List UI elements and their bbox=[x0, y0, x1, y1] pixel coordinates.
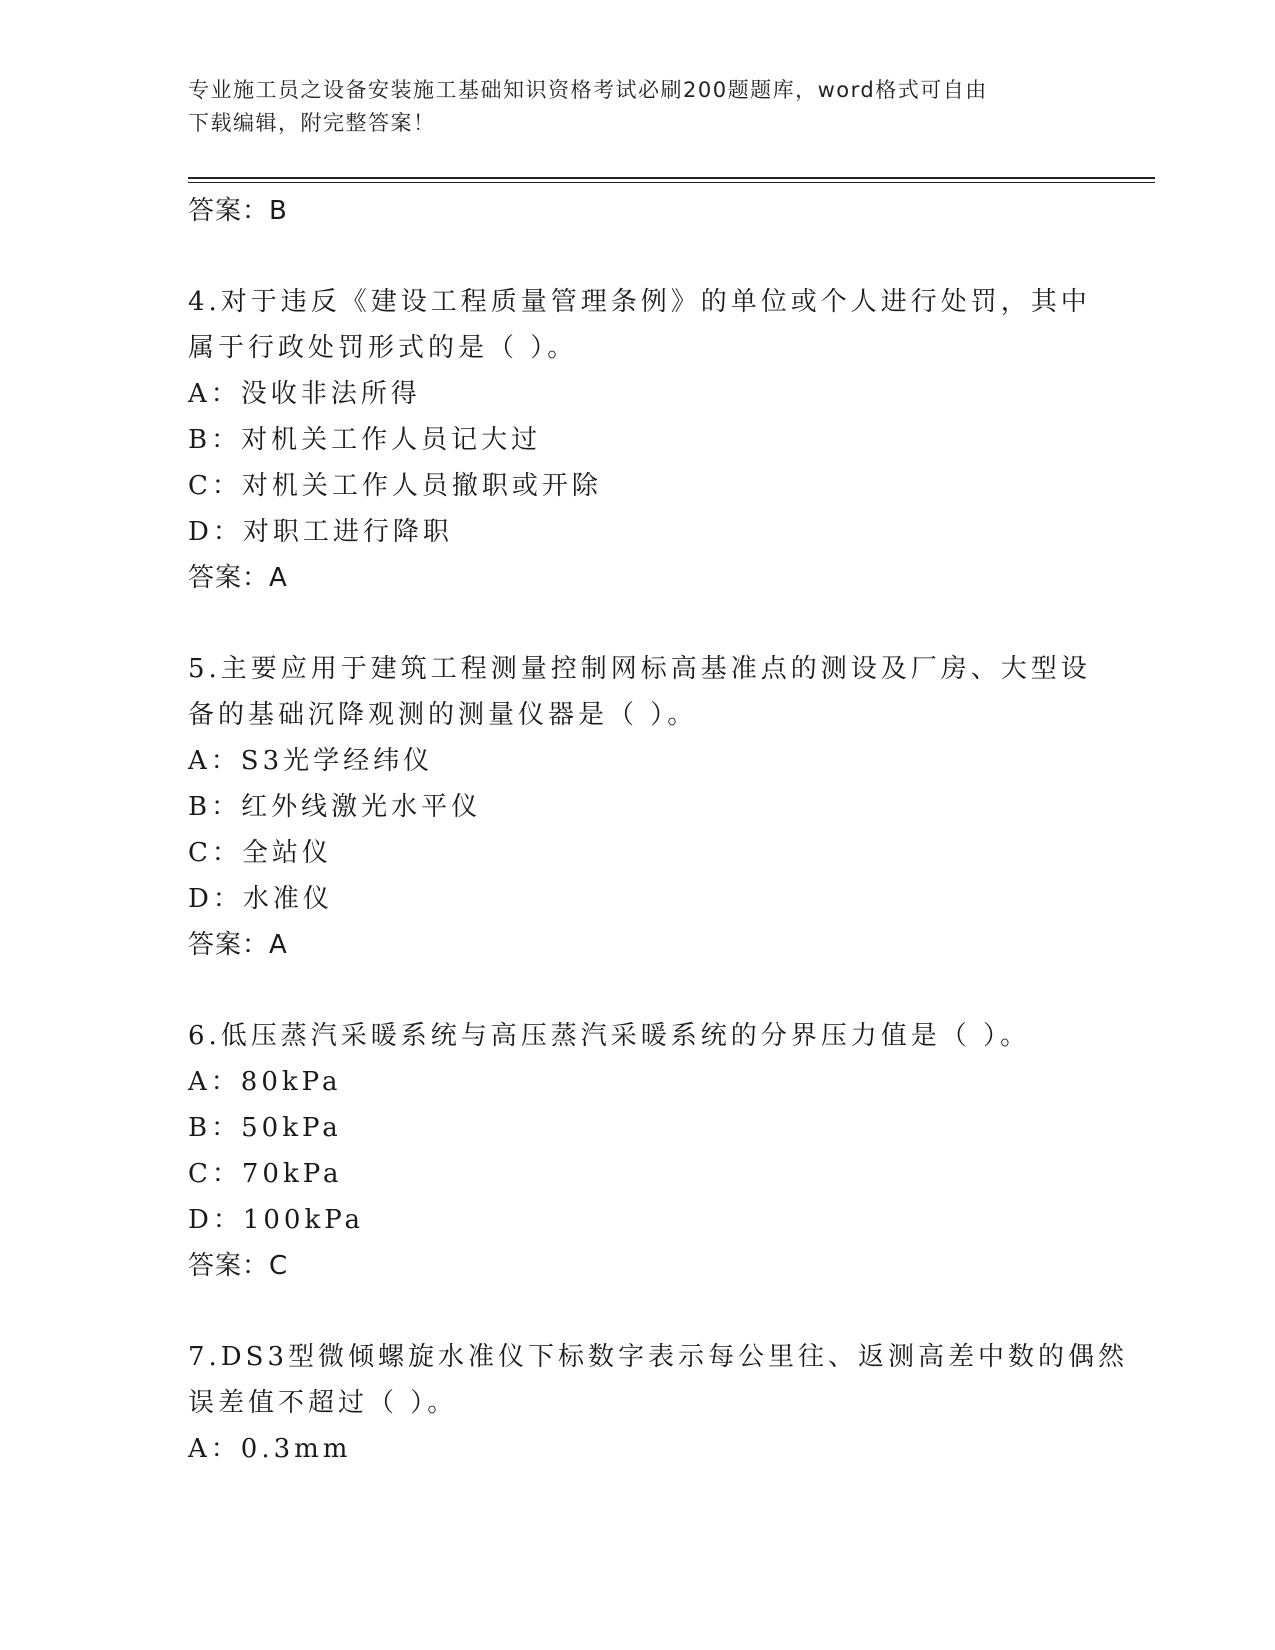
question-6-answer: 答案：C bbox=[188, 1251, 289, 1281]
question-4-option-d: D：对职工进行降职 bbox=[188, 517, 453, 547]
header-divider-thick bbox=[188, 177, 1155, 179]
question-7-option-a: A：0.3mm bbox=[188, 1434, 352, 1464]
question-5-option-b: B：红外线激光水平仪 bbox=[188, 792, 482, 822]
question-5-stem-line-1: 5.主要应用于建筑工程测量控制网标高基准点的测设及厂房、大型设 bbox=[188, 654, 1091, 684]
spacer bbox=[188, 968, 1088, 1013]
question-4-stem-line-1: 4.对于违反《建设工程质量管理条例》的单位或个人进行处罚，其中 bbox=[188, 287, 1091, 317]
question-5-answer: 答案：A bbox=[188, 930, 288, 960]
question-6 bbox=[188, 1013, 1088, 1289]
question-4 bbox=[188, 279, 1091, 601]
question-5-option-a: A：S3光学经纬仪 bbox=[188, 746, 434, 776]
question-4-stem-line-2: 属于行政处罚形式的是（ ）。 bbox=[188, 333, 578, 363]
spacer bbox=[188, 1289, 1088, 1334]
question-7-stem-line-1: 7.DS3型微倾螺旋水准仪下标数字表示每公里往、返测高差中数的偶然 bbox=[188, 1342, 1129, 1372]
question-4-answer: 答案：A bbox=[188, 563, 288, 593]
document-header bbox=[188, 74, 1068, 140]
question-5-option-c: C：全站仪 bbox=[188, 838, 332, 868]
header-divider-thin bbox=[188, 182, 1155, 183]
question-7-stem-line-2: 误差值不超过（ ）。 bbox=[188, 1388, 458, 1418]
question-6-option-c: C：70kPa bbox=[188, 1159, 343, 1189]
question-content bbox=[188, 188, 1129, 1472]
spacer bbox=[188, 601, 1088, 646]
question-4-option-a: A：没收非法所得 bbox=[188, 379, 421, 409]
question-6-stem-line-1: 6.低压蒸汽采暖系统与高压蒸汽采暖系统的分界压力值是（ ）。 bbox=[188, 1021, 1031, 1051]
question-5-option-d: D：水准仪 bbox=[188, 884, 333, 914]
question-5 bbox=[188, 646, 1091, 968]
answer-previous-question: 答案：B bbox=[188, 196, 288, 226]
header-line-1: 专业施工员之设备安装施工基础知识资格考试必刷200题题库，word格式可自由 bbox=[188, 78, 988, 102]
question-4-option-b: B：对机关工作人员记大过 bbox=[188, 425, 542, 455]
spacer bbox=[188, 234, 1088, 279]
question-6-option-b: B：50kPa bbox=[188, 1113, 342, 1143]
header-line-2: 下载编辑，附完整答案！ bbox=[188, 111, 436, 135]
question-7 bbox=[188, 1334, 1129, 1472]
question-4-option-c: C：对机关工作人员撤职或开除 bbox=[188, 471, 602, 501]
question-6-option-a: A：80kPa bbox=[188, 1067, 342, 1097]
question-6-option-d: D：100kPa bbox=[188, 1205, 365, 1235]
question-5-stem-line-2: 备的基础沉降观测的测量仪器是（ ）。 bbox=[188, 700, 698, 730]
